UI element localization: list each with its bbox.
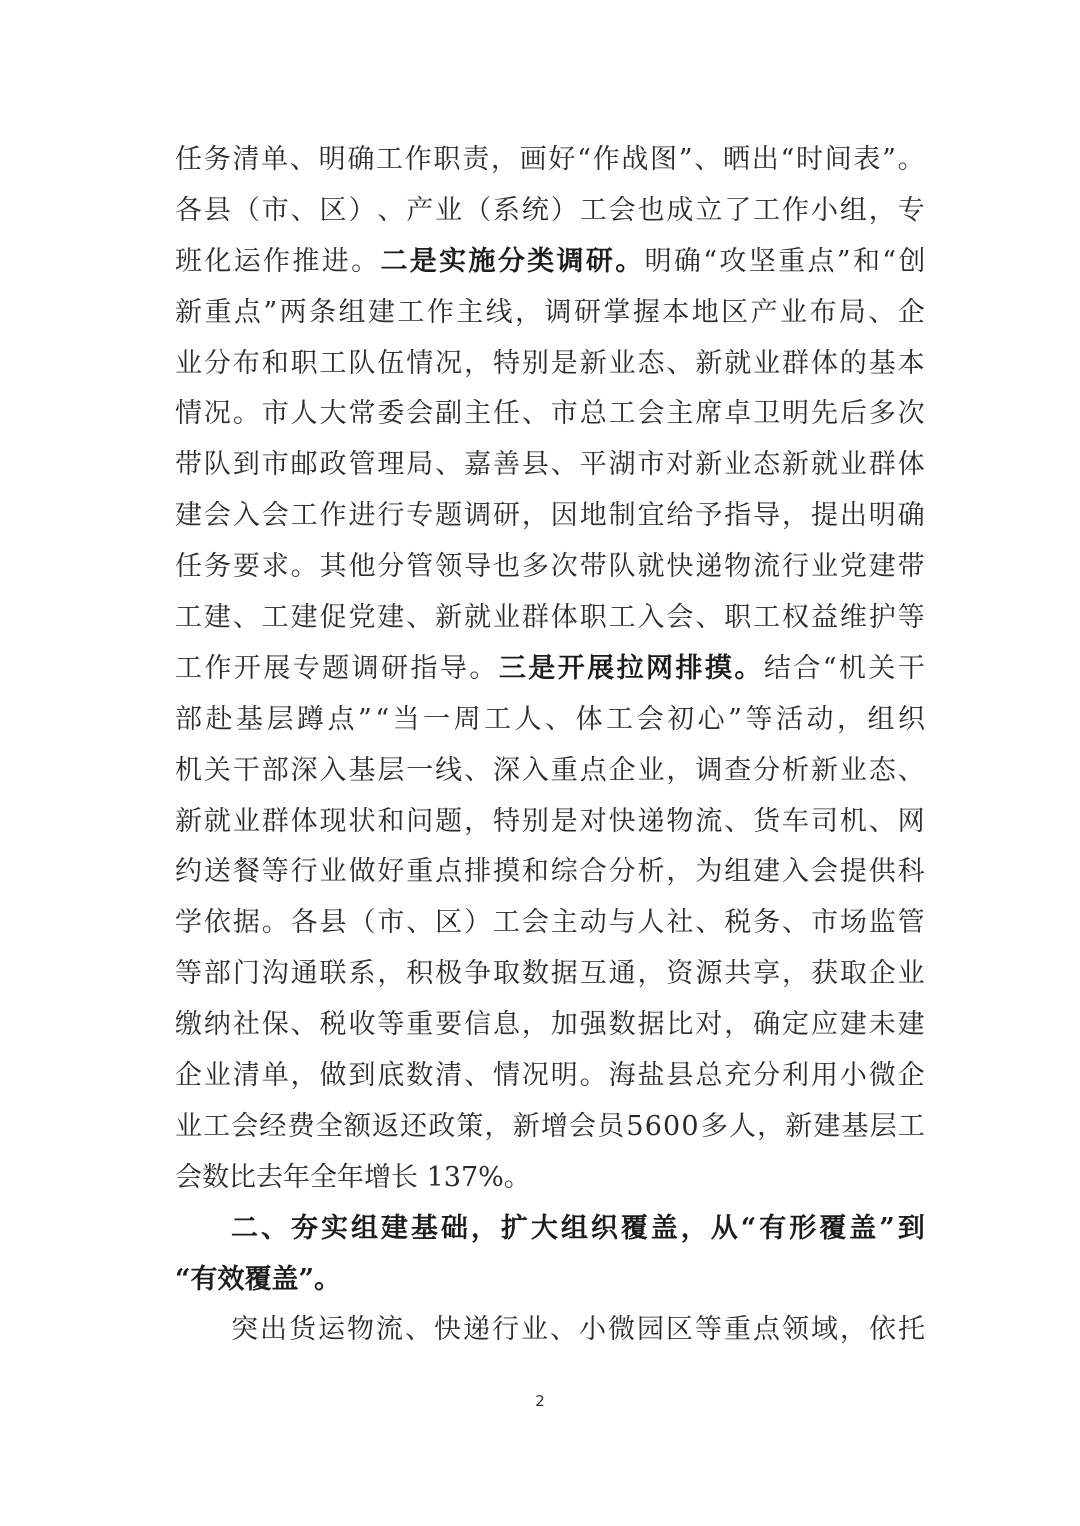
text-line: 任 务 清 单 、 明 确 工 作 职 责 ， 画 好 “ 作 战 图 ” 、 晒 出 “ 时 间 表 ” 。 <box>175 144 925 175</box>
text-line: 工 建 、 工 建 促 党 建 、 新 就 业 群 体 职 工 入 会 、 职 工 权 益 维 护 等 <box>175 602 925 634</box>
text-line: 缴 纳 社 保 、 税 收 等 重 要 信 息 ， 加 强 数 据 比 对 ， 确 定 应 建 未 建 <box>175 1009 925 1041</box>
text-line: 机 关 干 部 深 入 基 层 一 线 、 深 入 重 点 企 业 ， 调 查 分 析 新 业 态 、 <box>175 754 925 786</box>
text-line: 任 务 要 求 。 其 他 分 管 领 导 也 多 次 带 队 就 快 递 物 流 行 业 党 建 带 <box>175 551 925 583</box>
text-line: 约 送 餐 等 行 业 做 好 重 点 排 摸 和 综 合 分 析 ， 为 组 建 入 会 提 供 科 <box>175 856 925 888</box>
text-line <box>175 644 928 695</box>
text-line: 建 会 入 会 工 作 进 行 专 题 调 研 ， 因 地 制 宜 给 予 指 导 ， 提 出 明 确 <box>175 500 925 532</box>
bold-subheading: 二是实施分类调研。 <box>380 245 645 277</box>
text-line: 会数比去年全年增长 137%。 <box>175 1161 531 1193</box>
body-text <box>175 135 928 1356</box>
text-line: 部 赴 基 层 蹲 点 ” “ 当 一 周 工 人 、 体 工 会 初 心 ” 等 活 动 ， 组 织 <box>175 703 925 735</box>
text-line: 情 况 。 市 人 大 常 委 会 副 主 任 、 市 总 工 会 主 席 卓 卫 明 先 后 多 次 <box>175 398 925 430</box>
text-line: 等 部 门 沟 通 联 系 ， 积 极 争 取 数 据 互 通 ， 资 源 共 享 ， 获 取 企 业 <box>175 958 925 990</box>
page-number: 2 <box>535 1392 545 1410</box>
section-heading-continued: “有效覆盖”。 <box>175 1263 342 1295</box>
text-line: 学 依 据 。 各 县 （ 市 、 区 ） 工 会 主 动 与 人 社 、 税 务 、 市 场 监 管 <box>175 907 925 939</box>
text-line: 业 工 会 经 费 全 额 返 还 政 策 ， 新 增 会 员 5 6 0 0 多 人 ， 新 建 基 层 工 <box>175 1110 925 1142</box>
text-line: 各 县 （ 市 、 区 ） 、 产 业 （ 系 统 ） 工 会 也 成 立 了 工 作 小 组 ， 专 <box>175 194 925 226</box>
text-segment: 班化运作推进。二是实施分类调研。明确“攻坚重点”和“创 <box>175 245 928 277</box>
text-line <box>175 237 928 288</box>
text-line: 新 就 业 群 体 现 状 和 问 题 ， 特 别 是 对 快 递 物 流 、 货 车 司 机 、 网 <box>175 805 925 837</box>
section-heading: 二 、 夯 实 组 建 基 础 ， 扩 大 组 织 覆 盖 ， 从 “ 有 形 覆 盖 ” 到 <box>231 1212 925 1244</box>
text-line: 突 出 货 运 物 流 、 快 递 行 业 、 小 微 园 区 等 重 点 领 域 ， 依 托 <box>231 1314 925 1346</box>
text-segment: 工作开展专题调研指导。三是开展拉网排摸。结合“机关干 <box>175 652 928 684</box>
text-line: 带 队 到 市 邮 政 管 理 局 、 嘉 善 县 、 平 湖 市 对 新 业 态 新 就 业 群 体 <box>175 449 925 481</box>
text-line: 业 分 布 和 职 工 队 伍 情 况 ， 特 别 是 新 业 态 、 新 就 业 群 体 的 基 本 <box>175 347 925 379</box>
text-line: 新 重 点 ” 两 条 组 建 工 作 主 线 ， 调 研 掌 握 本 地 区 产 业 布 局 、 企 <box>175 296 925 328</box>
bold-subheading: 三是开展拉网排摸。 <box>498 652 764 684</box>
text-line: 企 业 清 单 ， 做 到 底 数 清 、 情 况 明 。 海 盐 县 总 充 分 利 用 小 微 企 <box>175 1060 925 1092</box>
